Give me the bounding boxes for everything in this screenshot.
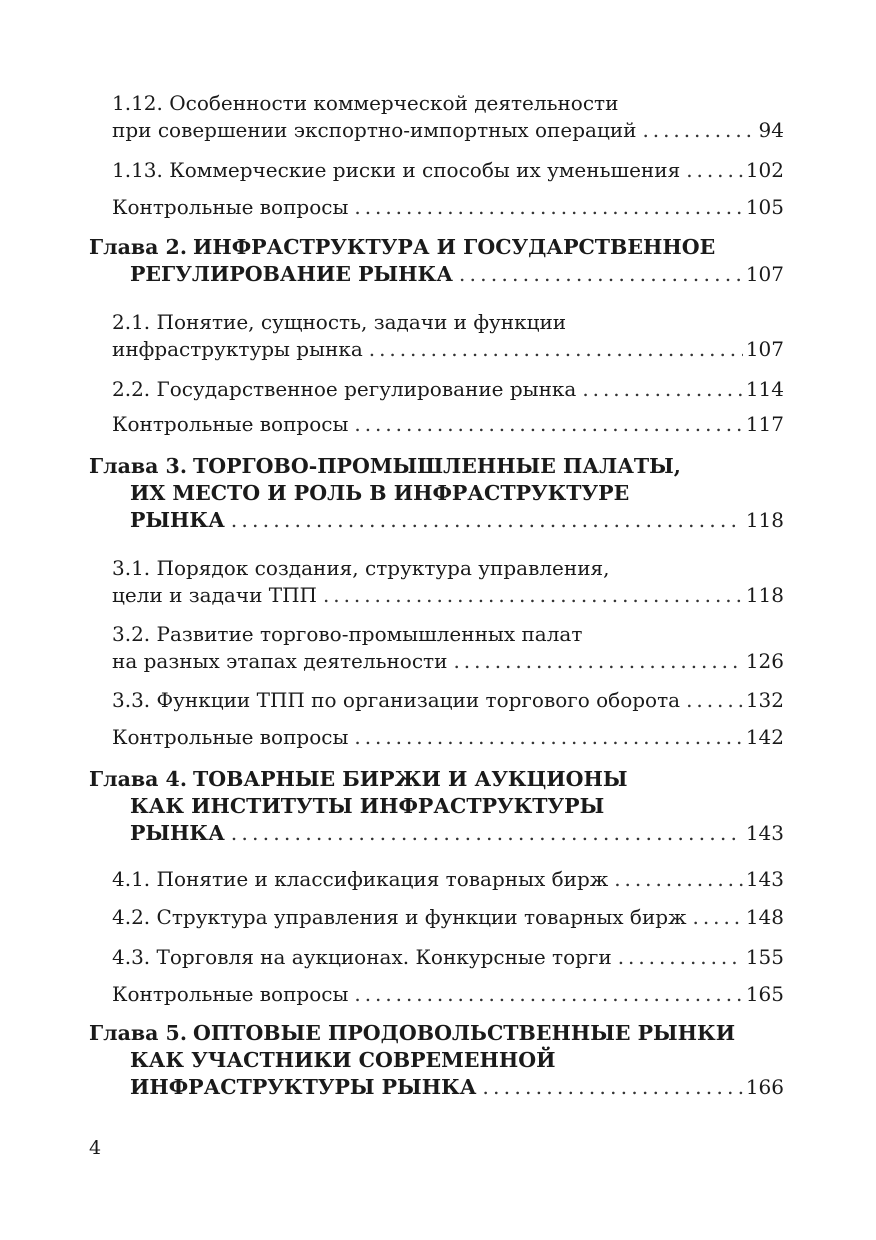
toc-line [89, 1020, 784, 1046]
section-title: 2.1. Понятие, сущность, задачи и функции [112, 310, 567, 334]
section-title: при совершении экспортно-импортных операций [112, 118, 637, 142]
toc-line [112, 411, 784, 437]
toc-line [112, 309, 784, 335]
page-ref: 94 [758, 118, 784, 142]
page-ref: 126 [745, 649, 784, 673]
toc-line [112, 157, 784, 183]
dot-leader [614, 866, 743, 892]
toc-line [112, 904, 784, 930]
chapter-title: РЫНКА [130, 508, 225, 532]
toc-line [112, 90, 784, 116]
toc-line [130, 820, 784, 846]
toc-line [130, 1047, 784, 1073]
dot-leader [354, 411, 742, 437]
toc-line [89, 766, 784, 792]
section-title: 3.1. Порядок создания, структура управления, [112, 556, 610, 580]
dot-leader [231, 820, 743, 846]
section-title: Контрольные вопросы [112, 412, 349, 436]
section-title: 4.1. Понятие и классификация товарных бирж [112, 867, 609, 891]
dot-leader [686, 157, 743, 183]
dot-leader [453, 648, 742, 674]
page-ref: 155 [745, 945, 784, 969]
dot-leader [231, 507, 743, 533]
dot-leader [459, 261, 743, 287]
chapter-prefix: Глава 2. [89, 235, 187, 259]
toc-line [130, 261, 784, 287]
chapter-title: ИХ МЕСТО И РОЛЬ В ИНФРАСТРУКТУРЕ [130, 481, 630, 505]
chapter-title: ИНФРАСТРУКТУРЫ РЫНКА [130, 1075, 477, 1099]
page-ref: 165 [745, 982, 784, 1006]
dot-leader [642, 117, 755, 143]
toc-line [112, 866, 784, 892]
toc-line [130, 480, 784, 506]
toc-line [112, 621, 784, 647]
dot-leader [354, 194, 742, 220]
section-title: 1.13. Коммерческие риски и способы их уменьшения [112, 158, 681, 182]
chapter-title: ИНФРАСТРУКТУРА И ГОСУДАРСТВЕННОЕ [192, 235, 716, 259]
dot-leader [693, 904, 743, 930]
dot-leader [582, 376, 742, 402]
toc-line [112, 376, 784, 402]
page-ref: 148 [745, 905, 784, 929]
toc-line [112, 944, 784, 970]
page-ref: 143 [745, 821, 784, 845]
page-ref: 117 [745, 412, 784, 436]
toc-line [112, 687, 784, 713]
toc-line [89, 234, 784, 260]
toc-line [112, 981, 784, 1007]
section-title: 4.3. Торговля на аукционах. Конкурсные торги [112, 945, 612, 969]
dot-leader [369, 336, 743, 362]
chapter-title: КАК УЧАСТНИКИ СОВРЕМЕННОЙ [130, 1048, 556, 1072]
dot-leader [354, 981, 742, 1007]
toc-line [112, 336, 784, 362]
toc-line [89, 453, 784, 479]
section-title: 1.12. Особенности коммерческой деятельности [112, 91, 619, 115]
chapter-title: РЫНКА [130, 821, 225, 845]
chapter-title: РЕГУЛИРОВАНИЕ РЫНКА [130, 262, 453, 286]
dot-leader [686, 687, 743, 713]
page-number: 4 [89, 1137, 102, 1159]
toc-line [112, 117, 784, 143]
toc-line [112, 194, 784, 220]
page-ref: 107 [745, 337, 784, 361]
section-title: Контрольные вопросы [112, 195, 349, 219]
chapter-prefix: Глава 5. [89, 1021, 187, 1045]
dot-leader [323, 582, 743, 608]
toc-line [130, 1074, 784, 1100]
dot-leader [482, 1074, 742, 1100]
page-ref: 105 [745, 195, 784, 219]
chapter-title: ТОРГОВО-ПРОМЫШЛЕННЫЕ ПАЛАТЫ, [192, 454, 681, 478]
section-title: цели и задачи ТПП [112, 583, 317, 607]
chapter-title: КАК ИНСТИТУТЫ ИНФРАСТРУКТУРЫ [130, 794, 605, 818]
page-ref: 118 [745, 583, 784, 607]
toc-line [112, 648, 784, 674]
page-ref: 107 [745, 262, 784, 286]
page-ref: 166 [745, 1075, 784, 1099]
page-ref: 114 [745, 377, 784, 401]
section-title: 4.2. Структура управления и функции товарных бирж [112, 905, 687, 929]
page-ref: 143 [745, 867, 784, 891]
section-title: 2.2. Государственное регулирование рынка [112, 377, 577, 401]
page-ref: 132 [745, 688, 784, 712]
chapter-prefix: Глава 3. [89, 454, 187, 478]
chapter-prefix: Глава 4. [89, 767, 187, 791]
section-title: Контрольные вопросы [112, 725, 349, 749]
page-ref: 102 [745, 158, 784, 182]
section-title: Контрольные вопросы [112, 982, 349, 1006]
toc-line [130, 507, 784, 533]
section-title: 3.2. Развитие торгово-промышленных палат [112, 622, 583, 646]
toc-line [112, 724, 784, 750]
dot-leader [354, 724, 742, 750]
section-title: 3.3. Функции ТПП по организации торгового оборота [112, 688, 681, 712]
toc-line [130, 793, 784, 819]
chapter-title: ТОВАРНЫЕ БИРЖИ И АУКЦИОНЫ [192, 767, 628, 791]
toc-line [112, 582, 784, 608]
page-ref: 118 [745, 508, 784, 532]
chapter-title: ОПТОВЫЕ ПРОДОВОЛЬСТВЕННЫЕ РЫНКИ [192, 1021, 736, 1045]
toc-line [112, 555, 784, 581]
section-title: на разных этапах деятельности [112, 649, 448, 673]
section-title: инфраструктуры рынка [112, 337, 363, 361]
dot-leader [618, 944, 743, 970]
page-ref: 142 [745, 725, 784, 749]
